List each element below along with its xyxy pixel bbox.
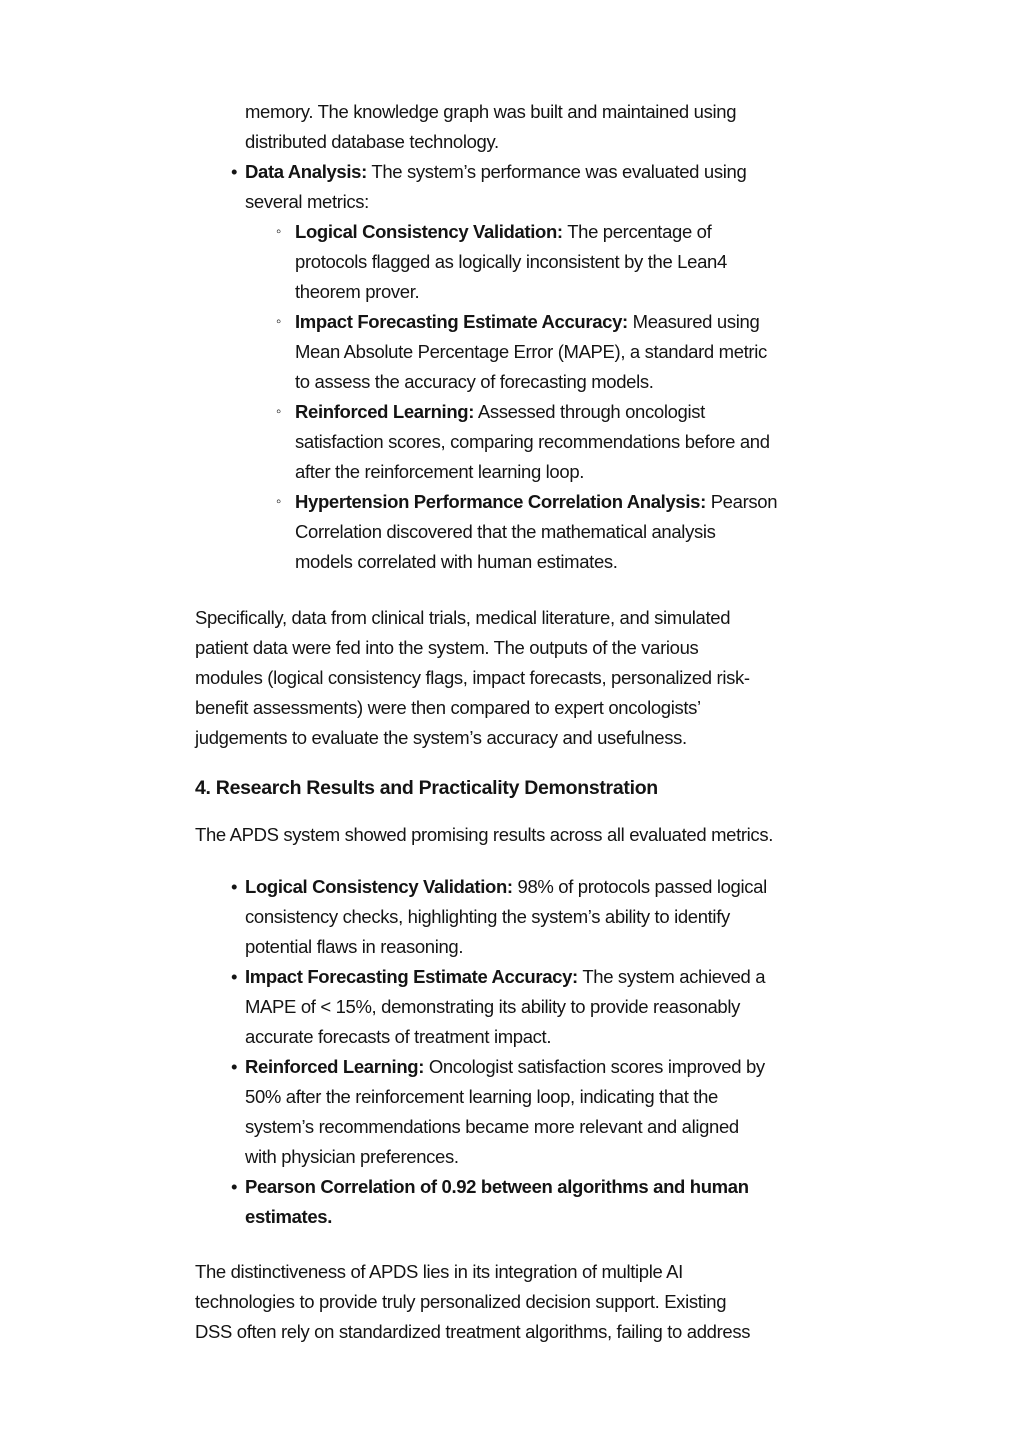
bold-lead: Reinforced Learning: [295,401,475,422]
text-run: The system achieved a [577,966,766,987]
text-run: models correlated with human estimates. [295,551,618,572]
text-run: technologies to provide truly personalized decision support. Existing [195,1291,727,1312]
section-heading: 4. Research Results and Practicality Demonstration [195,777,658,799]
bullet-icon: • [231,966,238,987]
text-line [245,932,855,962]
text-line [195,723,855,753]
text-run: 98% of protocols passed logical [512,876,767,897]
text-run: judgements to evaluate the system’s accuracy and usefulness. [195,727,687,748]
list-item-reinforced-learning [195,397,855,487]
paragraph-results-intro: The APDS system showed promising results across all evaluated metrics. [195,824,774,845]
list-item-logical-consistency-validation [195,217,855,307]
bold-lead: Reinforced Learning: [245,1056,425,1077]
text-line [195,693,855,723]
text-line [195,663,855,693]
list-item-hypertension-correlation [195,487,855,577]
text-run: satisfaction scores, comparing recommendations before and [295,431,770,452]
bold-lead: Data Analysis: [245,161,367,182]
text-run: potential flaws in reasoning. [245,936,464,957]
text-run: Oncologist satisfaction scores improved by [424,1056,765,1077]
text-run: DSS often rely on standardized treatment algorithms, failing to address [195,1321,751,1342]
text-line [195,1317,855,1347]
text-line [295,517,855,547]
text-line [295,397,855,427]
text-run: with physician preferences. [245,1146,459,1167]
text-line [245,1172,855,1202]
bold-lead: Logical Consistency Validation: [295,221,563,242]
paragraph-evaluation [195,603,855,753]
list-item-result-impact-forecasting [195,962,855,1052]
text-run: Specifically, data from clinical trials, medical literature, and simulated [195,607,731,628]
text-run: benefit assessments) were then compared to expert oncologists’ [195,697,701,718]
circle-bullet-icon: ◦ [276,493,281,510]
document-content [195,97,855,1347]
bullet-icon: • [231,876,238,897]
text-run: consistency checks, highlighting the system’s ability to identify [245,906,730,927]
text-run: MAPE of < 15%, demonstrating its ability to provide reasonably [245,996,741,1017]
text-line [295,427,855,457]
bullet-list-methods [195,97,855,577]
bullet-list-results [195,872,855,1232]
text-line [245,187,855,217]
text-line [245,1082,855,1112]
text-line [245,127,855,157]
bold-lead: Impact Forecasting Estimate Accuracy: [295,311,628,332]
list-item-result-reinforced-learning [195,1052,855,1172]
text-line [295,217,855,247]
bold-lead: Hypertension Performance Correlation Analysis: [295,491,706,512]
text-run: memory. The knowledge graph was built and maintained using [245,101,737,122]
text-line [195,603,855,633]
list-item-continuation [195,97,855,157]
text-run: theorem prover. [295,281,420,302]
list-item-result-logical-consistency [195,872,855,962]
text-line [295,337,855,367]
text-line [245,992,855,1022]
text-run: The system’s performance was evaluated using [366,161,747,182]
text-line [295,277,855,307]
text-run: Assessed through oncologist [474,401,705,422]
text-line [245,1052,855,1082]
bold-lead: Logical Consistency Validation: [245,876,513,897]
list-item-impact-forecasting [195,307,855,397]
list-item-result-pearson-correlation [195,1172,855,1232]
text-line [295,457,855,487]
text-line [195,1287,855,1317]
circle-bullet-icon: ◦ [276,403,281,420]
paragraph-distinctiveness [195,1257,855,1347]
text-run: accurate forecasts of treatment impact. [245,1026,552,1047]
text-run: The percentage of [562,221,712,242]
text-run: modules (logical consistency flags, impact forecasts, personalized risk- [195,667,750,688]
text-line [195,1257,855,1287]
text-line [295,307,855,337]
circle-bullet-icon: ◦ [276,313,281,330]
text-line [295,547,855,577]
text-line [295,247,855,277]
text-line [245,872,855,902]
text-line [245,157,855,187]
bullet-icon: • [231,1056,238,1077]
circle-bullet-icon: ◦ [276,223,281,240]
text-line [245,1112,855,1142]
text-line [245,962,855,992]
list-item-data-analysis [195,157,855,217]
text-line [245,97,855,127]
text-run: Correlation discovered that the mathematical analysis [295,521,716,542]
bold-lead: estimates. [245,1206,332,1227]
bullet-icon: • [231,1176,238,1197]
text-run: protocols flagged as logically inconsistent by the Lean4 [295,251,727,272]
bullet-icon: • [231,161,238,182]
bold-lead: Pearson Correlation of 0.92 between algorithms and human [245,1176,749,1197]
text-run: to assess the accuracy of forecasting models. [295,371,654,392]
text-line [295,367,855,397]
text-run: distributed database technology. [245,131,499,152]
text-line [245,1022,855,1052]
text-run: patient data were fed into the system. The outputs of the various [195,637,699,658]
text-run: Mean Absolute Percentage Error (MAPE), a standard metric [295,341,767,362]
bold-lead: Impact Forecasting Estimate Accuracy: [245,966,578,987]
text-line [195,633,855,663]
text-line [245,902,855,932]
text-line [295,487,855,517]
text-line [245,1202,855,1232]
text-run: Pearson [705,491,778,512]
text-run: 50% after the reinforcement learning loop, indicating that the [245,1086,718,1107]
text-line [245,1142,855,1172]
text-run: The distinctiveness of APDS lies in its integration of multiple AI [195,1261,683,1282]
text-run: after the reinforcement learning loop. [295,461,585,482]
text-run: Measured using [627,311,760,332]
text-run: system’s recommendations became more relevant and aligned [245,1116,739,1137]
text-run: several metrics: [245,191,369,212]
